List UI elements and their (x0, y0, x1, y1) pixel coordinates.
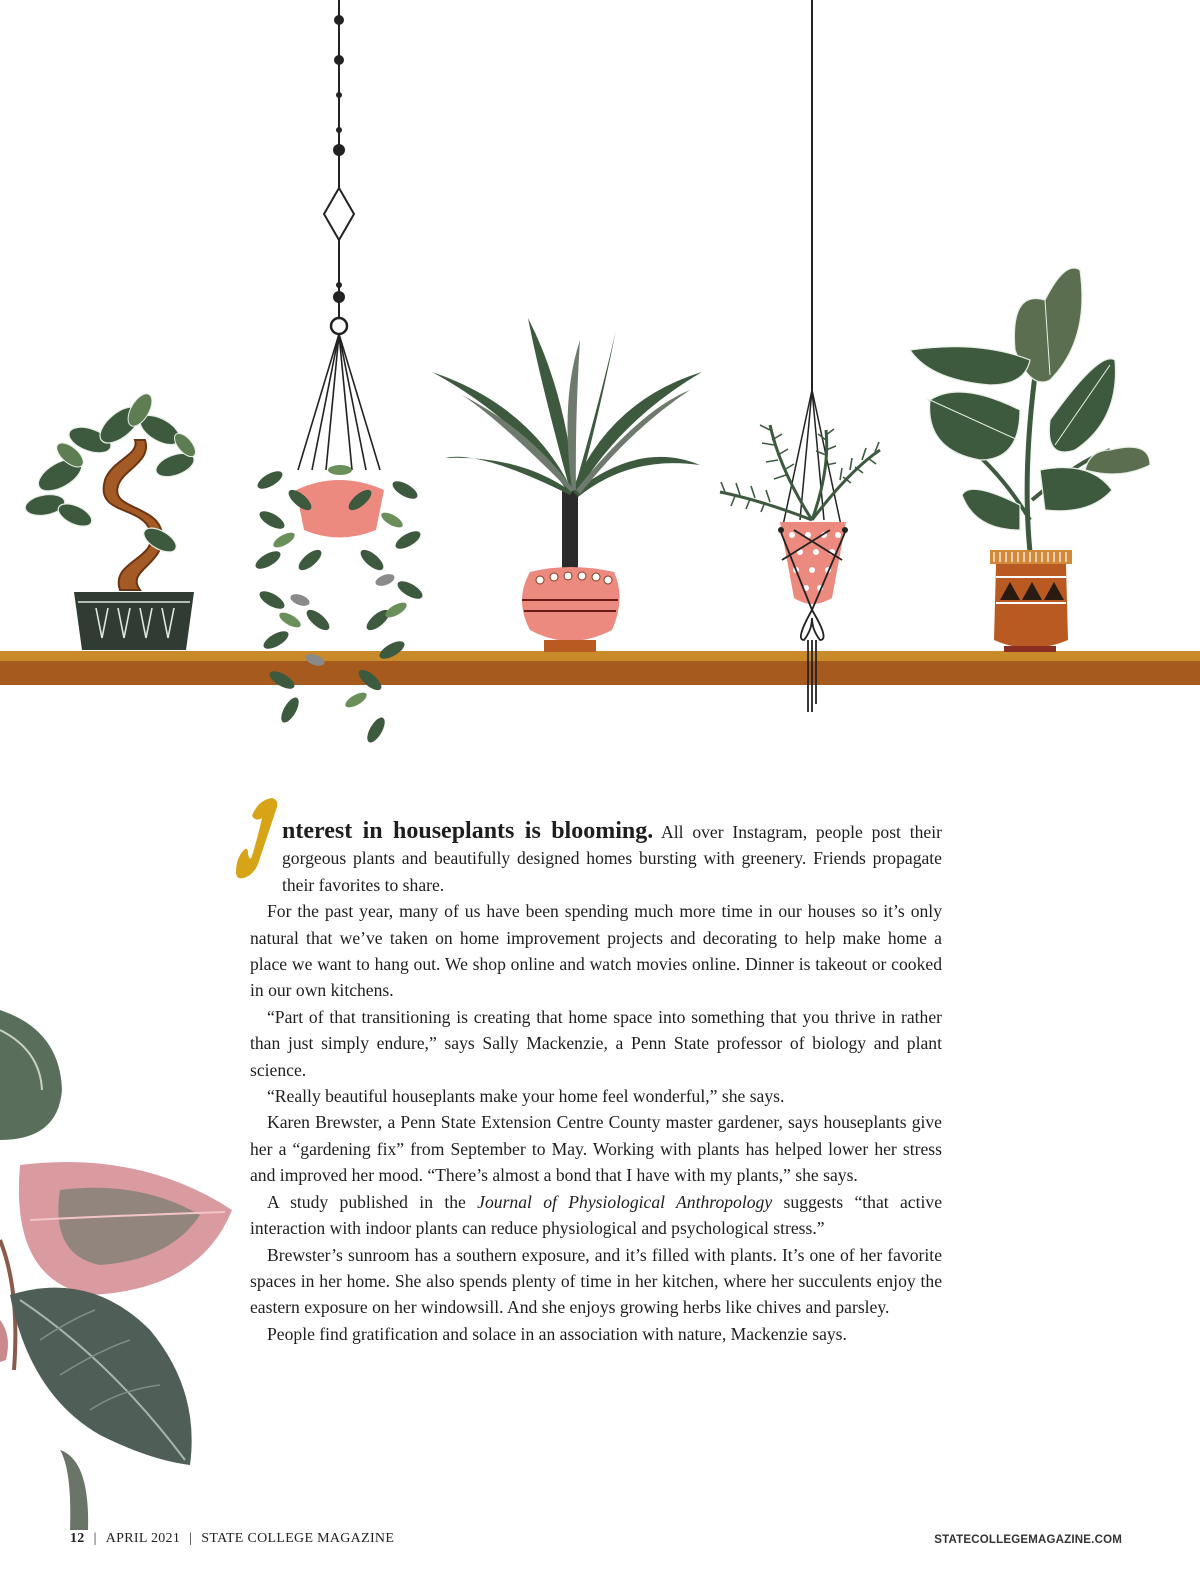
hanging-trailing-plant (253, 0, 425, 745)
website-url: STATECOLLEGEMAGAZINE.COM (934, 1534, 1122, 1546)
folio-separator: | (93, 1531, 97, 1546)
folio-separator: | (189, 1531, 193, 1546)
paragraph-6-before: A study published in the (267, 1191, 478, 1212)
paragraph-5: Karen Brewster, a Penn State Extension Centre County master gardener, says houseplants give her a “gardening fix” from September to May. Working with plants has helped lower her stress and improved her mood. “There’s almost a bond that I have with my plants,” she says. (250, 1112, 942, 1186)
journal-title: Journal of Physiological Anthropology (477, 1191, 773, 1212)
houseplant-shelf-illustration (0, 0, 1200, 760)
paragraph-7: Brewster’s sunroom has a southern exposure, and it’s filled with plants. It’s one of her favorite spaces in her home. She also spends plenty of time in her kitchen, where her succulents enjoy the eastern exposure on her windowsill. And she enjoys growing herbs like chives and parsley. (250, 1244, 942, 1318)
paragraph-8: People find gratification and solace in an association with nature, Mackenzie says. (267, 1323, 847, 1344)
page-number: 12 (70, 1531, 85, 1546)
issue-date: APRIL 2021 (105, 1531, 181, 1546)
peperomia-leaves-photo (0, 990, 240, 1530)
shelf (0, 651, 1200, 685)
folio (70, 1531, 394, 1547)
paragraph-6-after: suggests “that active interaction with indoor plants can reduce physiological and psychological stress.” (250, 1191, 943, 1239)
lead-in-text: nterest in houseplants is blooming. (282, 818, 654, 844)
paragraph-4: “Really beautiful houseplants make your home feel wonderful,” she says. (267, 1086, 785, 1107)
paragraph-6 (250, 1189, 942, 1242)
macrame-hanging-fern (720, 0, 880, 712)
dracaena-plant (432, 318, 702, 652)
dropcap-letter (234, 796, 278, 880)
lead-text: All over Instagram, people post their gorgeous plants and beautifully designed homes bursting with greenery. Friends propagate their favorites to share. (282, 822, 942, 895)
page-footer (0, 1528, 1200, 1552)
article-body (250, 818, 942, 1347)
bonsai-plant (24, 390, 200, 650)
magazine-name: STATE COLLEGE MAGAZINE (201, 1531, 395, 1546)
paragraph-2: For the past year, many of us have been spending much more time in our houses so it’s only natural that we’ve taken on home improvement projects and decorating to help make home a place we want to hang out. We shop online and watch movies online. Dinner is takeout or cooked in our own kitchens. (250, 901, 942, 1001)
lead-paragraph (250, 818, 942, 898)
rubber-plant (910, 268, 1150, 652)
paragraph-3: “Part of that transitioning is creating that home space into something that you thrive in rather than just simply endure,” says Sally Mackenzie, a Penn State professor of biology and plant science. (250, 1006, 942, 1080)
